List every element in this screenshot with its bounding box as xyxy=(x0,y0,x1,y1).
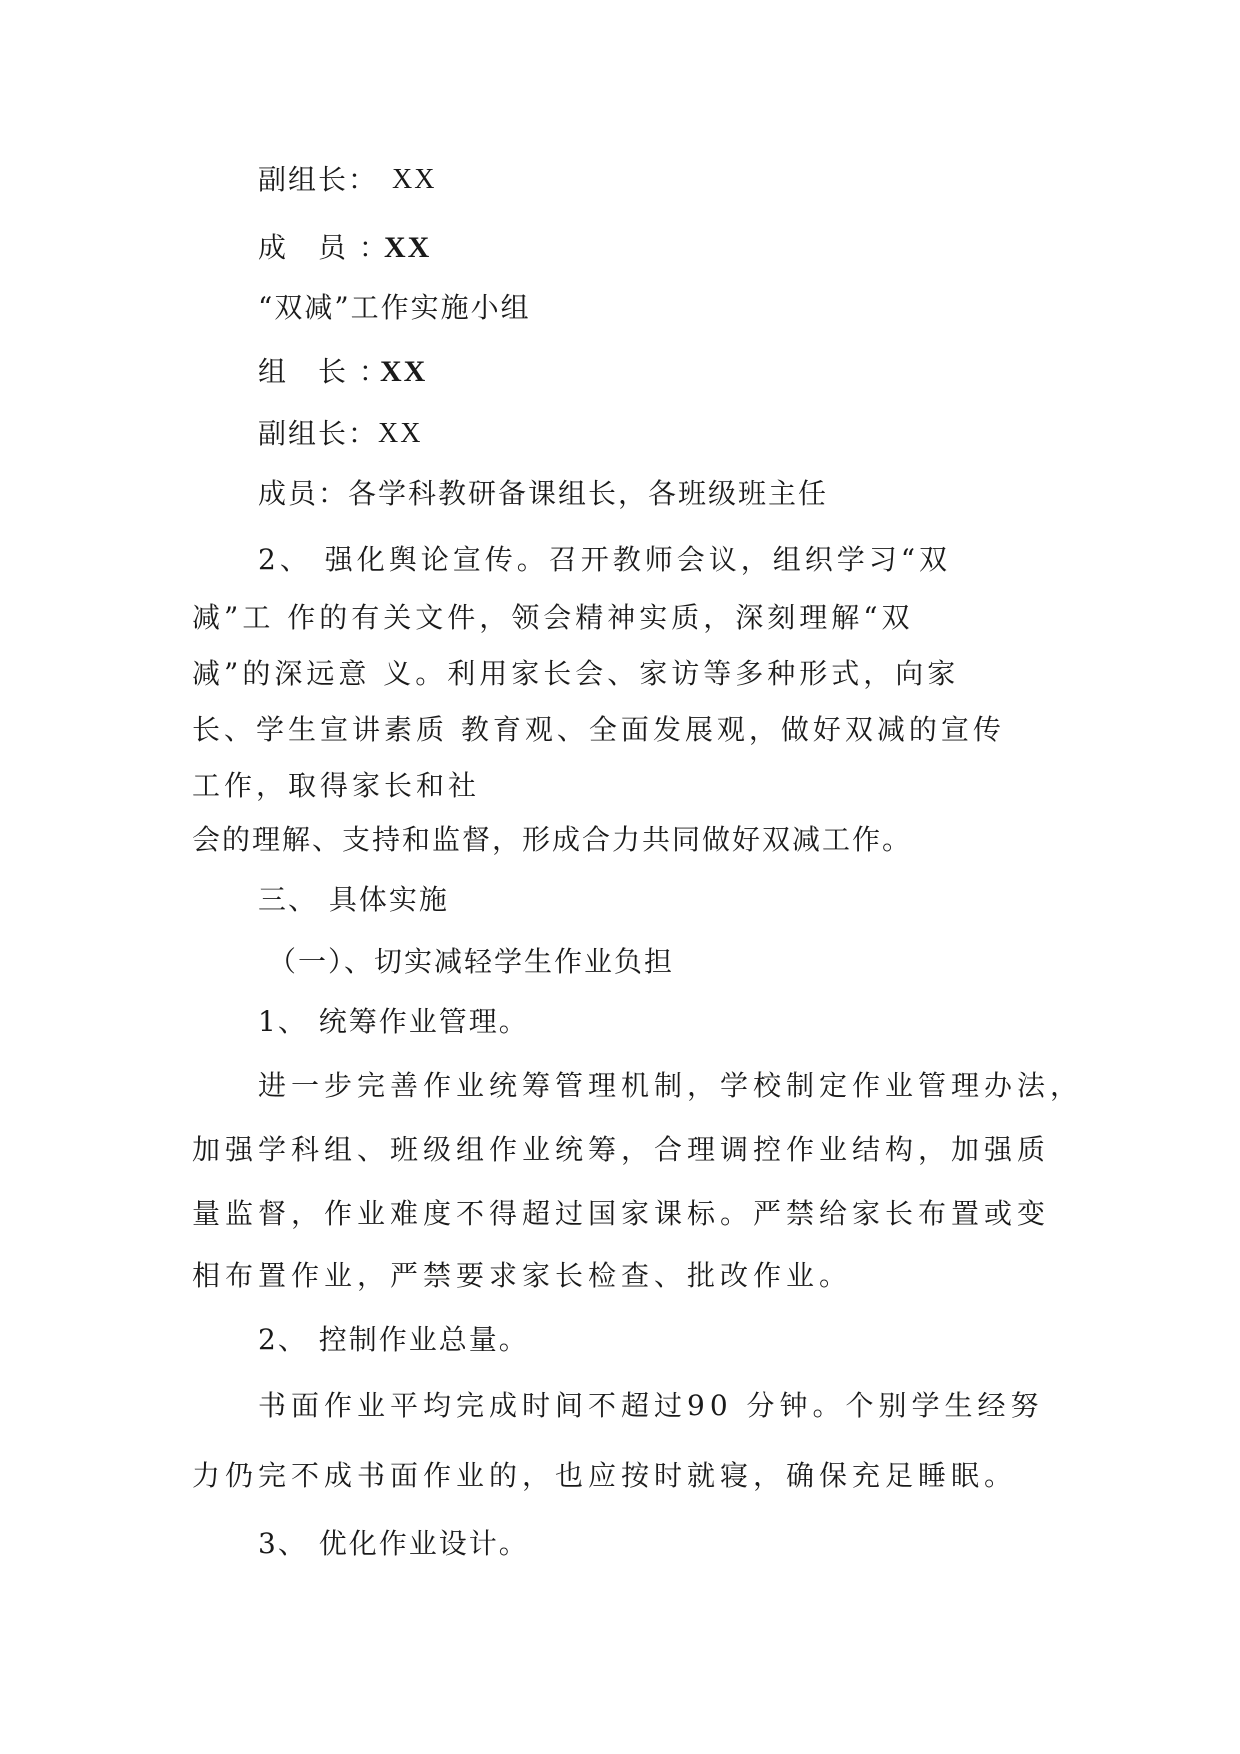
paragraph-line: 加强学科组、班级组作业统筹，合理调控作业结构，加强质 xyxy=(192,1133,1051,1166)
item-heading: 1、 统筹作业管理。 xyxy=(258,1005,529,1038)
vice-leader-label-2: 副组长： xyxy=(258,417,379,450)
paragraph-line: 书面作业平均完成时间不超过90 分钟。个别学生经努 xyxy=(258,1389,1044,1422)
group-heading: “双减”工作实施小组 xyxy=(258,291,531,324)
item-heading: 3、 优化作业设计。 xyxy=(258,1527,529,1560)
members-line: 成员：各学科教研备课组长，各班级班主任 xyxy=(258,477,829,510)
paragraph-line: 相布置作业，严禁要求家长检查、批改作业。 xyxy=(192,1259,853,1292)
leader-label: 组 长 ： xyxy=(258,355,389,388)
vice-leader-value: XX xyxy=(392,164,437,195)
leader-value: XX xyxy=(380,355,428,388)
paragraph-line: 进一步完善作业统筹管理机制，学校制定作业管理办法， xyxy=(258,1069,1084,1102)
paragraph-line: 减”工 作的有关文件，领会精神实质，深刻理解“双 xyxy=(192,601,914,634)
vice-leader-label: 副组长： xyxy=(258,163,379,196)
vice-leader-value-2: XX xyxy=(378,418,423,449)
item-heading: 2、 控制作业总量。 xyxy=(258,1323,529,1356)
paragraph-line: 减”的深远意 义。利用家长会、家访等多种形式，向家 xyxy=(192,657,960,690)
members-label: 成 员 ： xyxy=(258,231,389,264)
paragraph-line: 2、 强化舆论宣传。召开教师会议，组织学习“双 xyxy=(258,543,952,576)
paragraph-line: 量监督，作业难度不得超过国家课标。严禁给家长布置或变 xyxy=(192,1197,1051,1230)
subsection-heading: （一）、切实减轻学生作业负担 xyxy=(268,945,675,978)
paragraph-line: 会的理解、支持和监督，形成合力共同做好双减工作。 xyxy=(192,823,913,856)
paragraph-line: 工作，取得家长和社 xyxy=(192,769,481,802)
section-heading: 三、 具体实施 xyxy=(258,883,449,916)
paragraph-line: 长、学生宣讲素质 教育观、全面发展观，做好双减的宣传 xyxy=(192,713,1005,746)
members-value: XX xyxy=(384,231,432,264)
paragraph-line: 力仍完不成书面作业的，也应按时就寝，确保充足睡眠。 xyxy=(192,1459,1018,1492)
